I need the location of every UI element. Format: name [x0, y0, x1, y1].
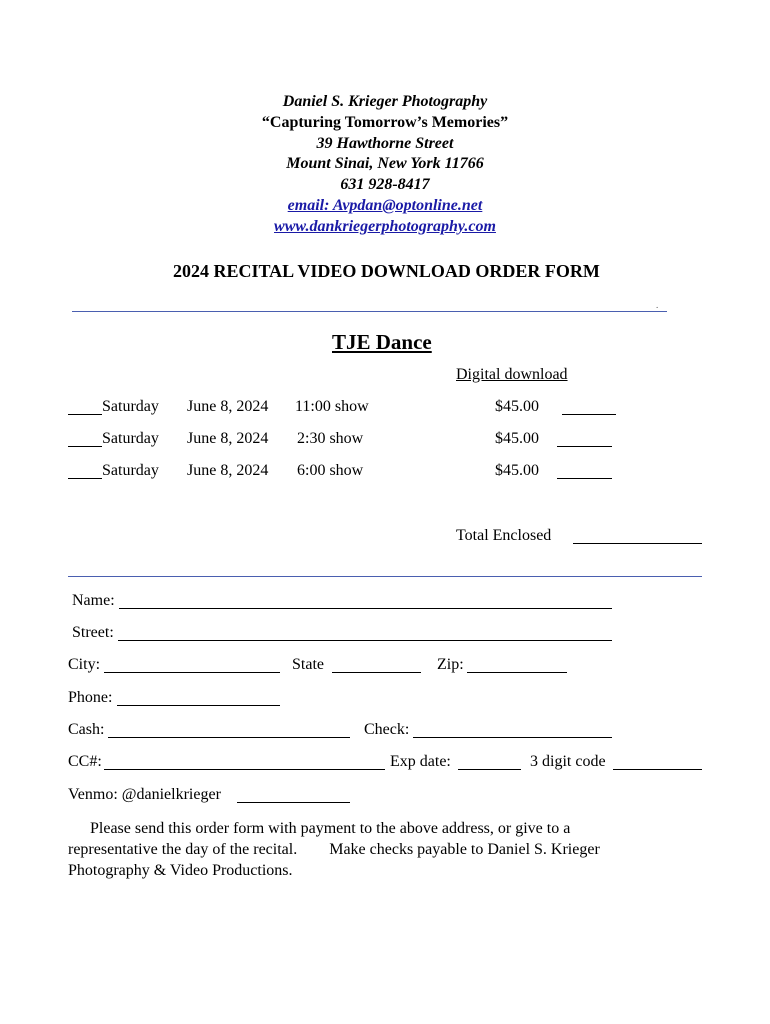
payment-instructions — [68, 818, 668, 881]
venmo-field[interactable] — [237, 802, 350, 803]
letterhead — [0, 92, 770, 238]
total-enclosed-label: Total Enclosed — [456, 527, 552, 544]
instructions-line: Please send this order form with payment to the above address, or give to a — [90, 820, 571, 837]
quantity-blank[interactable] — [562, 414, 616, 415]
state-field[interactable] — [332, 672, 421, 673]
business-name: Daniel S. Krieger Photography — [282, 93, 488, 110]
exp-date-field[interactable] — [458, 769, 521, 770]
studio-name: TJE Dance — [332, 330, 432, 354]
instructions-line: representative the day of the recital. Make checks payable to Daniel S. Krieger — [68, 841, 600, 858]
email-link[interactable]: email: Avpdan@optonline.net — [287, 196, 483, 214]
digit-code-field[interactable] — [613, 769, 702, 770]
cash-label: Cash: — [68, 721, 105, 738]
state-label: State — [292, 656, 324, 673]
show-price: $45.00 — [495, 430, 539, 447]
business-street: 39 Hawthorne Street — [316, 134, 454, 152]
check-label: Check: — [364, 721, 410, 738]
show-time: 2:30 show — [297, 430, 364, 447]
business-city: Mount Sinai, New York 11766 — [286, 155, 484, 173]
street-field[interactable] — [118, 640, 612, 641]
show-price: $45.00 — [495, 398, 539, 415]
zip-label: Zip: — [437, 656, 464, 673]
instructions-line: Photography & Video Productions. — [68, 862, 293, 879]
business-phone: 631 928-8417 — [340, 176, 430, 194]
section-divider — [68, 576, 702, 577]
show-select-blank[interactable] — [68, 478, 102, 479]
street-label: Street: — [72, 624, 114, 641]
business-slogan: “Capturing Tomorrow’s Memories” — [261, 113, 509, 131]
cash-field[interactable] — [108, 737, 350, 738]
quantity-blank[interactable] — [557, 446, 612, 447]
show-select-blank[interactable] — [68, 446, 102, 447]
quantity-blank[interactable] — [557, 478, 612, 479]
name-label: Name: — [72, 592, 115, 609]
phone-label: Phone: — [68, 689, 113, 706]
show-select-blank[interactable] — [68, 414, 102, 415]
total-enclosed-blank[interactable] — [573, 543, 702, 544]
title-divider — [72, 311, 667, 312]
venmo-label: Venmo: @danielkrieger — [68, 786, 221, 803]
show-day: Saturday — [102, 462, 159, 479]
check-field[interactable] — [413, 737, 612, 738]
cc-label: CC#: — [68, 753, 102, 770]
show-date: June 8, 2024 — [187, 462, 269, 479]
show-time: 6:00 show — [297, 462, 364, 479]
zip-field[interactable] — [467, 672, 567, 673]
phone-field[interactable] — [117, 705, 280, 706]
website-link[interactable]: www.dankriegerphotography.com — [274, 217, 496, 235]
show-date: June 8, 2024 — [187, 398, 269, 415]
digit-code-label: 3 digit code — [530, 753, 606, 770]
city-label: City: — [68, 656, 101, 673]
show-day: Saturday — [102, 430, 159, 447]
show-date: June 8, 2024 — [187, 430, 269, 447]
cc-field[interactable] — [104, 769, 385, 770]
show-time: 11:00 show — [295, 398, 369, 415]
separator-dot: . — [656, 300, 659, 310]
digital-download-header: Digital download — [456, 366, 568, 383]
show-price: $45.00 — [495, 462, 539, 479]
city-field[interactable] — [104, 672, 280, 673]
name-field[interactable] — [119, 608, 612, 609]
exp-date-label: Exp date: — [390, 753, 451, 770]
show-day: Saturday — [102, 398, 159, 415]
form-title: 2024 RECITAL VIDEO DOWNLOAD ORDER FORM — [173, 261, 600, 281]
